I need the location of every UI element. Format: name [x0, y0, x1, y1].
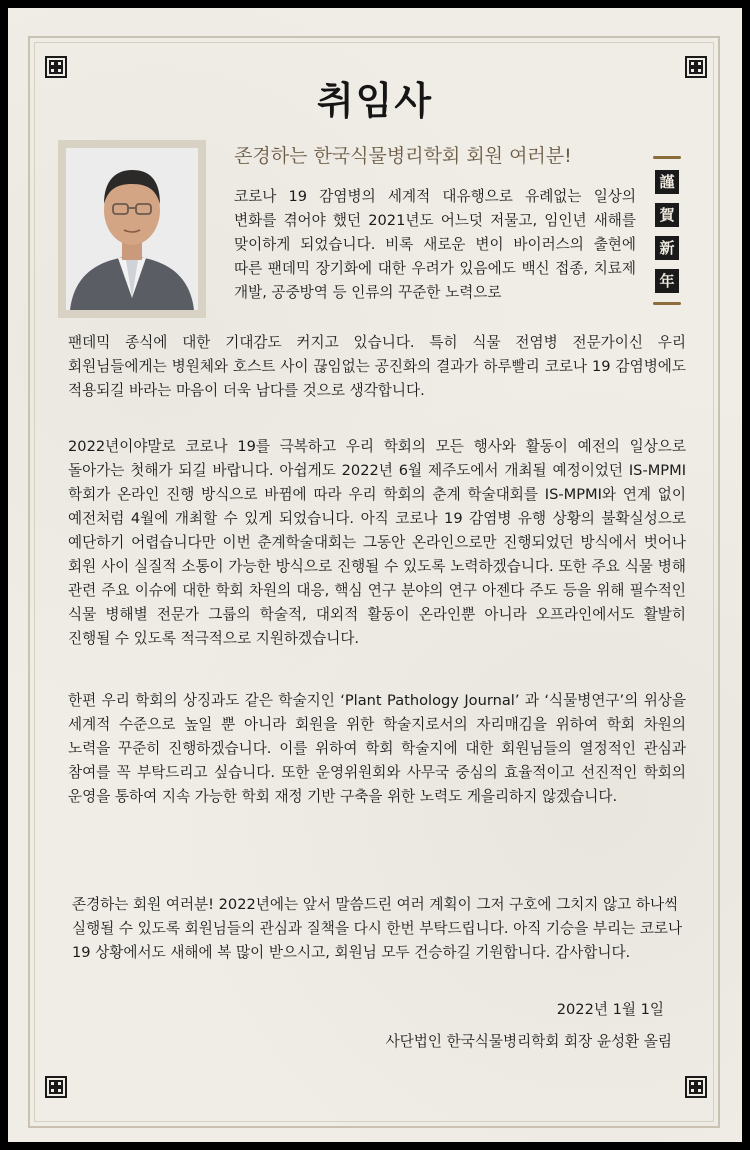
- portrait-photo-icon: [66, 148, 198, 310]
- seal-char-1: 謹: [655, 170, 679, 194]
- seal-bar-bottom: [653, 302, 681, 305]
- greeting-heading: 존경하는 한국식물병리학회 회원 여러분!: [234, 145, 572, 167]
- paragraph-closing: 존경하는 회원 여러분! 2022년에는 앞서 말씀드린 여러 계획이 그저 구호에 그치지 않고 하나씩 실행될 수 있도록 회원님들의 관심과 질책을 다시 한번 부탁드립니다. 아직 기승을 부리는 코로나 19 상황에서도 새해에 복 많이 받으시고, 회원님 모두 건승하길 기원합니다. 감사합니다.: [72, 896, 683, 961]
- seal-char-4: 年: [655, 269, 679, 293]
- corner-ornament-icon: [45, 1076, 67, 1098]
- seal-bar-top: [653, 156, 681, 159]
- seal-char-3: 新: [655, 236, 679, 260]
- letter-page: [8, 8, 742, 1142]
- letter-date: 2022년 1월 1일: [556, 1001, 664, 1018]
- corner-ornament-icon: [685, 1076, 707, 1098]
- photo-frame: [58, 140, 206, 318]
- seal-char-2: 賀: [655, 203, 679, 227]
- page-title: 취임사: [316, 79, 434, 123]
- new-year-seal: [652, 156, 682, 306]
- paragraph-1-intro: 코로나 19 감염병의 세계적 대유행으로 유례없는 일상의 변화를 겪어야 했던 2021년도 어느덧 저물고, 임인년 새해를 맞이하게 되었습니다. 비록 새로운 변이 바이러스의 출현에 따른 팬데믹 장기화에 대한 우려가 있음에도 백신 접종, 치료제 개발, 공중방역 등 인류의 꾸준한 노력으로: [234, 188, 636, 301]
- paragraph-2: 2022년이야말로 코로나 19를 극복하고 우리 학회의 모든 행사와 활동이 예전의 일상으로 돌아가는 첫해가 되길 바랍니다. 아쉽게도 2022년 6월 제주도에서 개최될 예정이었던 IS-MPMI 학회가 온라인 진행 방식으로 바뀜에 따라 우리 학회의 춘계 학술대회를 IS-MPMI와 연계 없이 예전처럼 4월에 개최할 수 있게 되었습니다. 아직 코로나 19 감염병 유행 상황의 불확실성으로 예단하기 어렵습니다만 이번 춘계학술대회는 그동안 온라인으로만 진행되었던 방식에서 벗어나 회원 사이 실질적 소통이 가능한 방식으로 진행될 수 있도록 노력하겠습니다. 또한 주요 식물 병해 관련 주요 이슈에 대한 학회 차원의 대응, 핵심 연구 분야의 연구 아젠다 주도 등을 위해 필수적인 식물 병해별 전문가 그룹의 학술적, 대외적 활동이 온라인뿐 아니라 오프라인에서도 활발히 진행될 수 있도록 적극적으로 지원하겠습니다.: [68, 438, 686, 647]
- signature: 사단법인 한국식물병리학회 회장 윤성환 올림: [385, 1033, 672, 1050]
- paragraph-1-continued: 팬데믹 종식에 대한 기대감도 커지고 있습니다. 특히 식물 전염병 전문가이신 우리 회원님들에게는 병원체와 호스트 사이 끊임없는 공진화의 결과가 하루빨리 코로나 19 감염병에도 적용되길 바라는 마음이 더욱 남다를 것으로 생각합니다.: [68, 334, 686, 399]
- paragraph-3: 한편 우리 학회의 상징과도 같은 학술지인 ‘Plant Pathology Journal’ 과 ‘식물병연구’의 위상을 세계적 수준으로 높일 뿐 아니라 회원을 위한 학술지로서의 자리매김을 위하여 학회 차원의 노력을 꾸준히 진행하겠습니다. 이를 위하여 학회 학술지에 대한 회원님들의 열정적인 관심과 참여를 꼭 부탁드리고 싶습니다. 또한 운영위원회와 사무국 중심의 효율적이고 선진적인 학회의 운영을 통하여 지속 가능한 학회 재정 기반 구축을 위한 노력도 게을리하지 않겠습니다.: [68, 692, 686, 805]
